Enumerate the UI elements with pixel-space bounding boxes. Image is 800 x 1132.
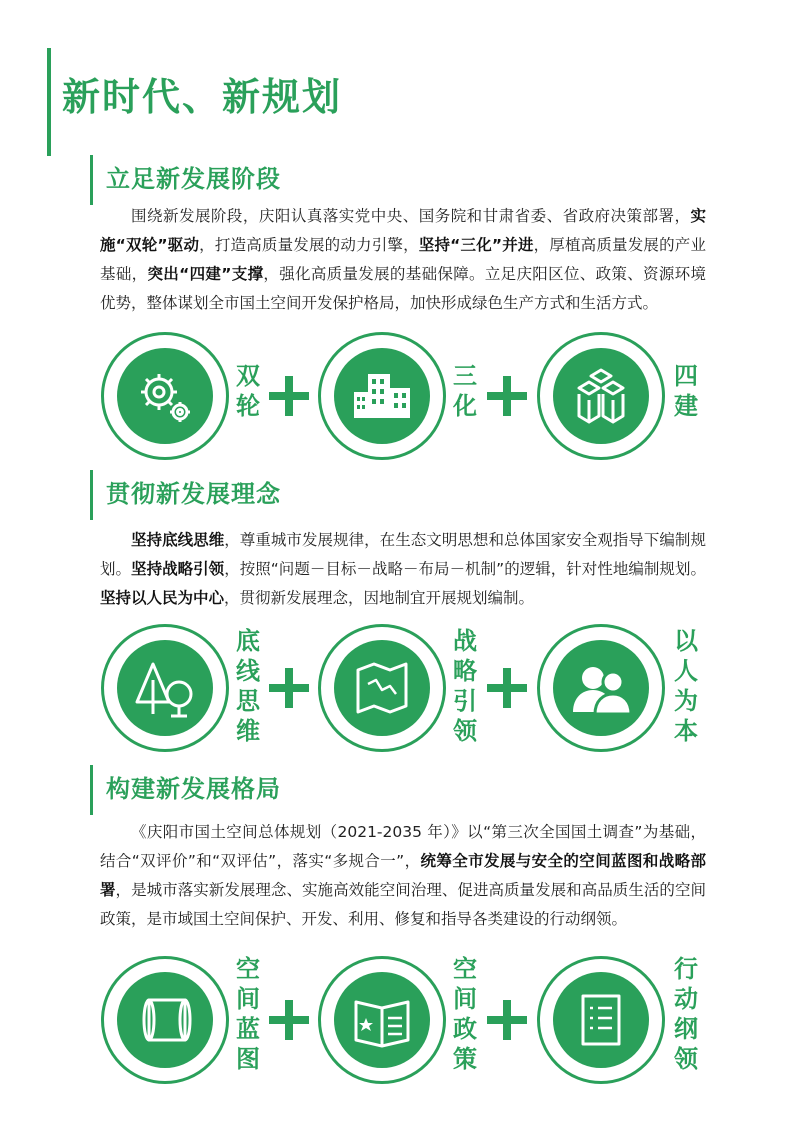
item-ring — [537, 624, 665, 752]
body-text: ，贯彻新发展理念，因地制宜开展规划编制。 — [224, 589, 535, 607]
plus-icon — [487, 376, 527, 416]
title-accent-bar — [47, 48, 51, 156]
item-label: 空 间 蓝 图 — [236, 955, 260, 1073]
section-paragraph — [100, 818, 706, 934]
emphasis-text: 坚持“三化”并进 — [418, 236, 534, 254]
emphasis-text: 统筹全市发展与安全的空间蓝图和战略部署 — [100, 852, 706, 899]
map-icon — [334, 640, 430, 736]
emphasis-text: 实施“双轮”驱动 — [100, 207, 706, 254]
item-ring — [318, 624, 446, 752]
item-label: 以 人 为 本 — [674, 627, 698, 745]
item-label: 空 间 政 策 — [453, 955, 477, 1073]
item-ring — [101, 956, 229, 1084]
section-paragraph — [100, 202, 706, 318]
body-text: 《庆阳市国土空间总体规划（2021-2035 年）》以“第三次全国国土调查”为基础，结合“双评价”和“双评估”，落实“多规合一”， — [100, 823, 706, 870]
item-ring — [537, 332, 665, 460]
body-text: ，厚植高质量发展的产业基础， — [100, 236, 706, 283]
body-text: ，强化高质量发展的基础保障。立足庆阳区位、政策、资源环境优势，整体谋划全市国土空间开发保护格局，加快形成绿色生产方式和生活方式。 — [100, 265, 706, 312]
section-title: 构建新发展格局 — [106, 775, 281, 803]
buildings-icon — [334, 348, 430, 444]
item-ring — [101, 624, 229, 752]
scroll-icon — [117, 972, 213, 1068]
section-title: 贯彻新发展理念 — [106, 480, 281, 508]
item-ring — [537, 956, 665, 1084]
plus-icon — [487, 668, 527, 708]
item-ring — [318, 956, 446, 1084]
item-ring — [101, 332, 229, 460]
body-text: 围绕新发展阶段，庆阳认真落实党中央、国务院和甘肃省委、省政府决策部署， — [131, 207, 691, 225]
item-label: 双 轮 — [236, 362, 260, 420]
gears-icon — [117, 348, 213, 444]
plus-icon — [269, 376, 309, 416]
item-label: 三 化 — [453, 362, 477, 420]
checklist-icon — [553, 972, 649, 1068]
item-label: 四 建 — [674, 362, 698, 420]
plus-icon — [269, 668, 309, 708]
item-ring — [318, 332, 446, 460]
emphasis-text: 坚持以人民为中心 — [100, 589, 225, 607]
body-text: ，是城市落实新发展理念、实施高效能空间治理、促进高质量发展和高品质生活的空间政策，是市域国土空间保护、开发、利用、修复和指导各类建设的行动纲领。 — [100, 881, 706, 928]
section-accent-bar — [90, 765, 93, 815]
emphasis-text: 坚持战略引领 — [131, 560, 225, 578]
people-icon — [553, 640, 649, 736]
section-paragraph — [100, 526, 706, 613]
plus-icon — [487, 1000, 527, 1040]
tower-icon — [553, 348, 649, 444]
policy-book-icon — [334, 972, 430, 1068]
body-text: ，尊重城市发展规律，在生态文明思想和总体国家安全观指导下编制规划。 — [100, 531, 706, 578]
section-accent-bar — [90, 155, 93, 205]
plus-icon — [269, 1000, 309, 1040]
section-title: 立足新发展阶段 — [106, 165, 281, 193]
body-text: ，打造高质量发展的动力引擎， — [199, 236, 419, 254]
body-text: ，按照“问题－目标－战略－布局－机制”的逻辑，针对性地编制规划。 — [224, 560, 706, 578]
section-accent-bar — [90, 470, 93, 520]
item-label: 战 略 引 领 — [453, 627, 477, 745]
item-label: 行 动 纲 领 — [674, 955, 698, 1073]
tree-icon — [117, 640, 213, 736]
emphasis-text: 突出“四建”支撑 — [147, 265, 264, 283]
item-label: 底 线 思 维 — [236, 627, 260, 745]
emphasis-text: 坚持底线思维 — [131, 531, 225, 549]
page-title: 新时代、新规划 — [62, 75, 343, 119]
